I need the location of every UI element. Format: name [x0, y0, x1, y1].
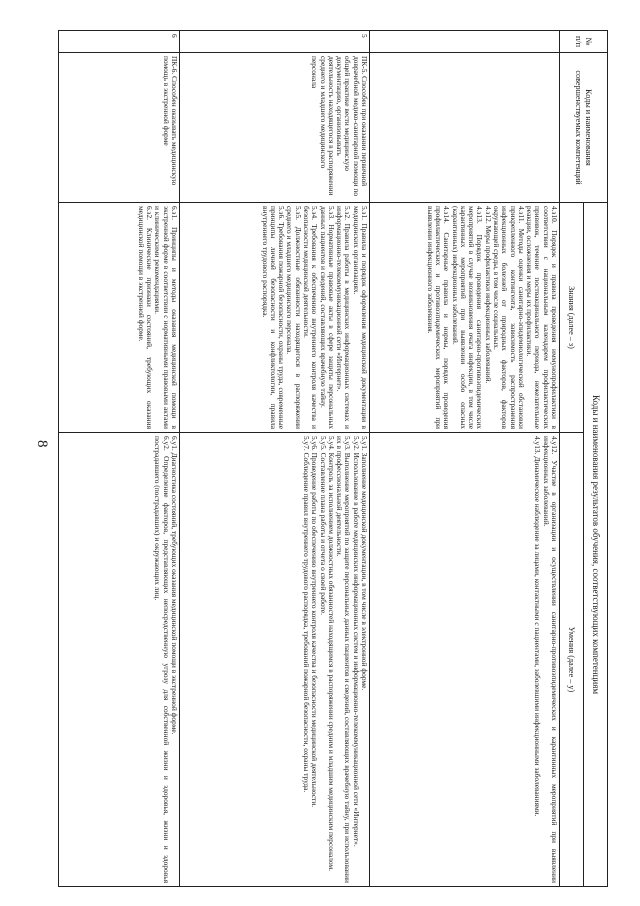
page-number: 8 [34, 440, 50, 448]
skill-item: 5.у6. Проведение работы по обеспечению внутреннего контроля качества и безопасности медицинской деятельности. [310, 436, 320, 808]
row-knowledge [59, 203, 180, 433]
row-num: 6 [59, 31, 180, 53]
knowledge-item: 4.з13. Порядок проведения санитарно-противоэпидемических мероприятий в случае возникновения очага инфекции, в том числе карантинных мероприятий при выявлении особо опасных (карантинных) инфекционных заболеваний. [450, 206, 485, 429]
header-num: № п/п [560, 31, 608, 53]
knowledge-item: 4.з14. Санитарные правила и нормы, порядок проведения профилактических и противоэпидемических мероприятий при выявлении инфекционного заболевания. [425, 206, 452, 429]
knowledge-item: 5.з2. Правила работы в медицинских информационных системах и информационно-телекоммуникационной сети «Интернет». [335, 206, 353, 429]
knowledge-item: 5.з3. Нормативные правовые акты в сфере защиты персональных данных пациентов и сведений, составляющих врачебную тайну. [318, 206, 336, 429]
skill-item: 6.у1. Диагностика состояний, требующих оказания медицинской помощи в экстренной форме. [170, 436, 179, 735]
table-row [180, 31, 370, 887]
row-competence [370, 53, 560, 203]
header-codes: Коды и наименования совершенствуемых компетенций [560, 53, 608, 203]
row-skills [370, 433, 560, 887]
table-header-row [584, 31, 608, 887]
row-competence: ПК-5. Способен при оказании первичной доврачебной медико-санитарной помощи по общей практике вести медицинскую документацию, организовывать деятельность находящегося в распоряжении среднего и младшего медицинского персонала [180, 53, 370, 203]
knowledge-item: 4.з10. Порядок и правила проведения иммунопрофилактики в соответствии с национальным календарем профилактических прививок, течение поствакцинального периода, нежелательные реакции, осложнения и меры их профилактики. [525, 206, 559, 429]
knowledge-item: 4.з12. Меры профилактики инфекционных заболеваний. [483, 206, 493, 384]
skill-item: 6.у2. Определение факторов, представляющих непосредственную угрозу для собственной жизни и здоровья, жизни и здоровья пострадавшего (пострадавших) и окружающих лиц. [153, 436, 171, 883]
skill-item: 5.у5. Составление плана работы и отчета о своей работе. [318, 436, 328, 615]
row-knowledge [370, 203, 560, 433]
skill-item: 5.у4. Контроль за исполнением должностных обязанностей находящимся в распоряжении средним и младшим медицинским персоналом. [326, 436, 336, 872]
knowledge-item: 5.з6. Требования пожарной безопасности, охраны труда, современные принципы личной безопасности и конфликтологии, правила внутреннего трудового распорядка. [260, 206, 287, 429]
table-row [370, 31, 560, 887]
table-row [59, 31, 180, 887]
skill-item: 4.у12. Участие в организации и осуществлении санитарно-противоэпидемических и карантинных мероприятий при выявлении инфекционных заболеваний. [541, 436, 559, 883]
row-skills [180, 433, 370, 887]
row-knowledge [180, 203, 370, 433]
competence-table-sheet [58, 30, 608, 886]
row-skills [59, 433, 180, 887]
header-knowledge: Знания (далее – з) [560, 203, 584, 433]
row-num [370, 31, 560, 53]
header-results: Коды и наименования результатов обучения, соответствующих компетенциям [584, 203, 608, 887]
knowledge-item: 6.з1. Принципы и методы оказания медицинской помощи в экстренной форме в соответствии с нормативными правовыми актами и клиническими рекомендациями. [153, 206, 179, 429]
knowledge-item: 6.з2. Клинические признаки состояний, требующих оказания медицинской помощи в экстренной форме. [136, 206, 155, 429]
skill-item: 5.у1. Заполнение медицинской документации, в том числе в электронной форме. [360, 436, 369, 691]
row-num: 5 [180, 31, 370, 53]
competence-table [58, 30, 608, 887]
knowledge-item: 5.з4. Требования к обеспечению внутреннего контроля качества и безопасности медицинской деятельности. [302, 206, 320, 429]
knowledge-item: 4.з11. Методы оценки санитарно-эпидемиологической обстановки прикрепленного контингента, зависимость распространения инфекционных болезней от природных факторов, факторов окружающей среды, в том числе социальных. [492, 206, 526, 429]
knowledge-item: 5.з5. Должностные обязанности находящегося в распоряжении среднего и младшего медицинского персонала. [285, 206, 303, 429]
skill-item: 5.у2. Использование в работе медицинских информационных систем и информационно-телекоммуникационной сети «Интернет». [351, 436, 361, 847]
skill-item: 5.у7. Соблюдение правил внутреннего трудового распорядка, требований пожарной безопасности, охраны труда. [302, 436, 312, 793]
knowledge-item: 5.з1. Правила и порядок оформления медицинской документации в медицинских организациях. [351, 206, 369, 429]
row-competence: ПК-6. Способен оказывать медицинскую помощь в экстренной форме [59, 53, 180, 203]
header-skills: Умения (далее – у) [560, 433, 584, 887]
skill-item: 5.у3. Выполнение мероприятий по защите персональных данных пациентов и сведений, составляющих врачебную тайну, при использовании их в профессиональной деятельности. [335, 436, 353, 883]
skill-item: 4.у13. Динамическое наблюдение за лицами, контактными с пациентами, заболевшими инфекционными заболеваниями. [533, 436, 543, 817]
